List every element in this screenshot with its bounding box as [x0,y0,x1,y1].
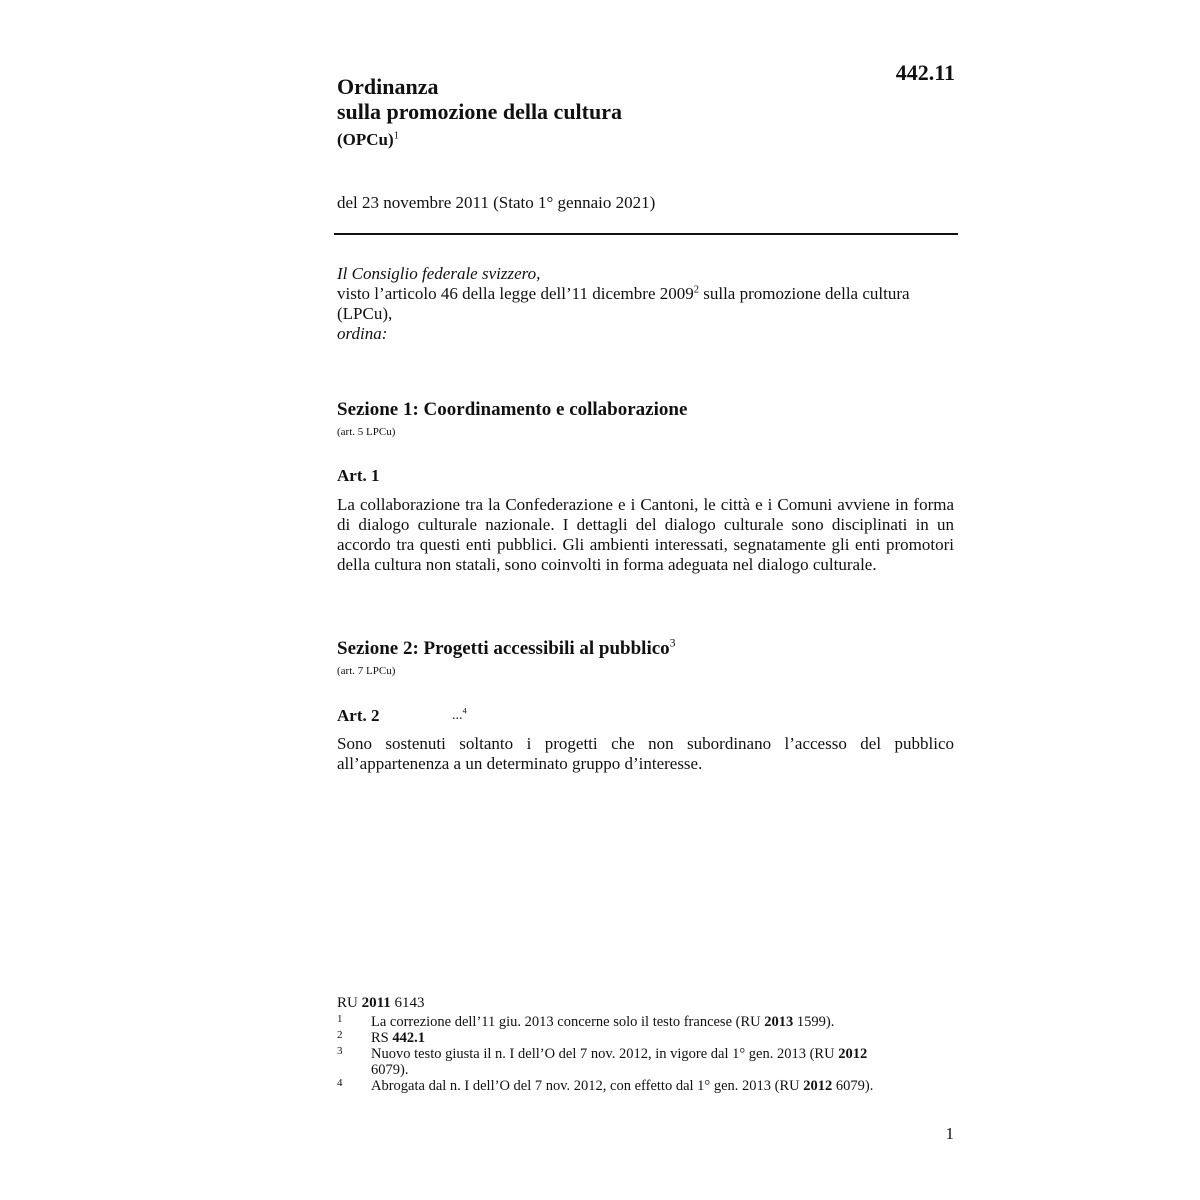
section-1-ref: (art. 5 LPCu) [337,426,396,438]
header-divider [334,233,958,235]
footnote-text: RS [371,1030,393,1046]
footnote-number: 1 [337,1013,343,1025]
preamble-authority: Il Consiglio federale svizzero, [337,264,541,283]
ru-page: 6143 [390,995,425,1011]
abbreviation-text: (OPCu) [337,130,394,149]
preamble-decree: ordina: [337,324,388,343]
article-1-title: Art. 1 [337,466,380,485]
date-line: del 23 novembre 2011 (Stato 1° gennaio 2021) [337,193,656,212]
official-compilation-ref [337,995,425,1012]
footnote-text-end: 1599). [793,1014,835,1030]
footnote-bold: 2012 [838,1046,868,1062]
section-2-title-text: Sezione 2: Progetti accessibili al pubblico [337,638,670,659]
section-2-ref: (art. 7 LPCu) [337,665,396,677]
footnote-3 [337,1046,891,1078]
title-line-2: sulla promozione della cultura [337,99,622,124]
footnote-text: Abrogata dal n. I dell’O del 7 nov. 2012, con effetto dal 1° gen. 2013 (RU [371,1078,804,1094]
footnote-text-end: 6079). [832,1078,874,1094]
footnote-ref-1[interactable]: 1 [393,130,399,142]
ru-year: 2011 [361,995,391,1011]
preamble-basis-text-b: sulla promozione della cultura (LPCu), [337,284,910,323]
page-number: 1 [945,1124,954,1143]
preamble-basis [337,284,955,324]
sr-number: 442.11 [895,60,955,85]
footnote-bold: 442.1 [392,1030,425,1046]
preamble-basis-text-a: visto l’articolo 46 della legge dell’11 dicembre 2009 [337,284,694,303]
footnote-ref-4[interactable]: 4 [462,705,467,716]
section-2-title [337,638,676,660]
article-2-ellipsis: ... [452,708,463,723]
footnote-ref-3[interactable]: 3 [669,636,676,650]
article-2-title: Art. 2 [337,706,380,725]
article-1-body: La collaborazione tra la Confederazione e i Cantoni, le città e i Comuni avviene in forma di dialogo culturale nazionale. I dettagli del dialogo culturale sono disciplinati in un accordo tra questi enti pubblici. Gli ambienti interessati, segnatamente gli enti promotori della cultura non statali, sono coinvolti in forma adeguata nel dialogo culturale. [337,495,954,574]
document-title [337,74,622,152]
preamble [337,264,955,344]
footnote-1 [337,1014,957,1030]
footnote-number: 4 [337,1077,343,1089]
footnote-text-end: 6079). [371,1062,409,1078]
footnote-text: Nuovo testo giusta il n. I dell’O del 7 nov. 2012, in vigore dal 1° gen. 2013 (RU [371,1046,839,1062]
footnote-number: 2 [337,1029,343,1041]
ru-prefix: RU [337,995,362,1011]
footnote-bold: 2013 [764,1014,794,1030]
article-2-repealed-note [452,705,467,724]
footnote-number: 3 [337,1045,343,1057]
footnote-ref-2[interactable]: 2 [693,284,699,296]
footnote-4 [337,1078,957,1094]
section-1-title-text: Sezione 1: Coordinamento e collaborazione [337,399,688,420]
footnotes-list [337,1014,957,1094]
footnote-bold: 2012 [803,1078,833,1094]
title-line-1: Ordinanza [337,74,439,99]
section-1-title [337,399,687,421]
article-2-body: Sono sostenuti soltanto i progetti che non subordinano l’accesso del pubblico all’appartenenza a un determinato gruppo d’interesse. [337,734,954,773]
footnote-2 [337,1030,957,1046]
footnote-text: La correzione dell’11 giu. 2013 concerne solo il testo francese (RU [371,1014,765,1030]
title-abbreviation [337,127,622,152]
